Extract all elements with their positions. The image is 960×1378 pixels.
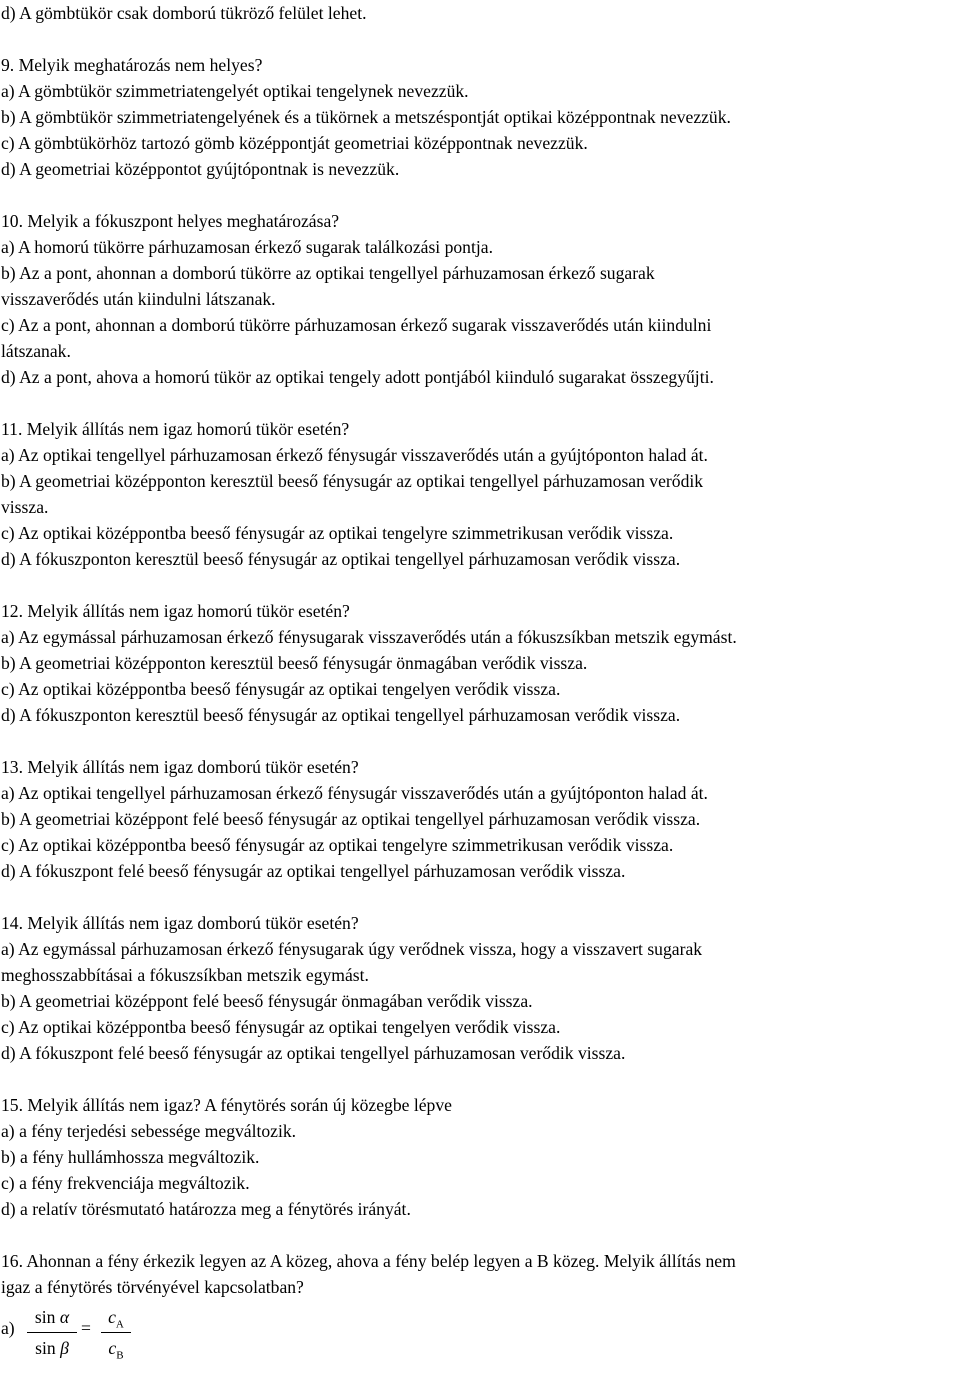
text-line-q13c: c) Az optikai középpontba beeső fénysugár az optikai tengelyre szimmetrikusan verődik vissza. xyxy=(1,835,674,855)
text-line-q10c2: látszanak. xyxy=(1,341,71,361)
text-line-q10: 10. Melyik a fókuszpont helyes meghatározása? xyxy=(1,211,340,231)
beta-symbol: β xyxy=(60,1338,69,1358)
text-line-q14d: d) A fókuszpont felé beeső fénysugár az optikai tengellyel párhuzamosan verődik vissza. xyxy=(1,1043,626,1063)
sin-numerator: sin xyxy=(34,1307,56,1327)
speed-a-subscript: A xyxy=(115,1318,124,1331)
text-line-q15d: d) a relatív törésmutató határozza meg a fénytörés irányát. xyxy=(1,1199,411,1219)
formula-option-label: a) xyxy=(1,1318,15,1338)
text-line-q9: 9. Melyik meghatározás nem helyes? xyxy=(1,55,263,75)
text-line-q14b: b) A geometriai középpont felé beeső fénysugár önmagában verődik vissza. xyxy=(1,991,533,1011)
text-line-q10b2: visszaverődés után kiindulni látszanak. xyxy=(1,289,276,309)
text-line-q14c: c) Az optikai középpontba beeső fénysugár az optikai tengelyen verődik vissza. xyxy=(1,1017,561,1037)
paragraph-gap xyxy=(1,1222,960,1248)
text-line-q10b1: b) Az a pont, ahonnan a domború tükörre az optikai tengellyel párhuzamosan érkező sugarak xyxy=(1,263,655,283)
text-line-q10d: d) Az a pont, ahova a homorú tükör az optikai tengely adott pontjából kiinduló sugarakat összegyűjti. xyxy=(1,367,714,387)
text-line-q10a: a) A homorú tükörre párhuzamosan érkező sugarak találkozási pontja. xyxy=(1,237,493,257)
text-line-q9b: b) A gömbtükör szimmetriatengelyének és a tükörnek a metszéspontját optikai középpontnak nevezzük. xyxy=(1,107,731,127)
paragraph-gap xyxy=(1,728,960,754)
paragraph-gap xyxy=(1,182,960,208)
text-line-q13: 13. Melyik állítás nem igaz domború tükör esetén? xyxy=(1,757,359,777)
paragraph-gap xyxy=(1,884,960,910)
text-line-q13a: a) Az optikai tengellyel párhuzamosan érkező fénysugár visszaverődés után a gyújtóponton halad át. xyxy=(1,783,708,803)
text-line-q13b: b) A geometriai középpont felé beeső fénysugár az optikai tengellyel párhuzamosan verődik vissza. xyxy=(1,809,701,829)
paragraph-gap xyxy=(1,572,960,598)
text-line-q11b1: b) A geometriai középponton keresztül beeső fénysugár az optikai tengellyel párhuzamosan verődik xyxy=(1,471,704,491)
question-text xyxy=(1,0,960,1300)
text-line-q9c: c) A gömbtükörhöz tartozó gömb középpontját geometriai középpontnak nevezzük. xyxy=(1,133,588,153)
text-line-q12b: b) A geometriai középponton keresztül beeső fénysugár önmagában verődik vissza. xyxy=(1,653,588,673)
text-line-q11d: d) A fókuszponton keresztül beeső fénysugár az optikai tengellyel párhuzamosan verődik vissza. xyxy=(1,549,681,569)
text-line-q11: 11. Melyik állítás nem igaz homorú tükör esetén? xyxy=(1,419,350,439)
text-line-q12: 12. Melyik állítás nem igaz homorú tükör esetén? xyxy=(1,601,350,621)
text-line-q14: 14. Melyik állítás nem igaz domború tükör esetén? xyxy=(1,913,359,933)
text-line-q9d: d) A geometriai középpontot gyújtópontnak is nevezzük. xyxy=(1,159,400,179)
text-line-q11a: a) Az optikai tengellyel párhuzamosan érkező fénysugár visszaverődés után a gyújtóponton halad át. xyxy=(1,445,708,465)
text-line-q14a1: a) Az egymással párhuzamosan érkező fénysugarak úgy verődnek vissza, hogy a visszavert sugarak xyxy=(1,939,703,959)
fraction-speed xyxy=(101,1304,131,1361)
text-line-q12d: d) A fókuszponton keresztül beeső fénysugár az optikai tengellyel párhuzamosan verődik vissza. xyxy=(1,705,681,725)
text-line-q11b2: vissza. xyxy=(1,497,49,517)
fraction-bar xyxy=(27,1332,77,1333)
text-line-q15a: a) a fény terjedési sebessége megváltozik. xyxy=(1,1121,297,1141)
speed-b: c xyxy=(108,1338,117,1358)
text-line-q12c: c) Az optikai középpontba beeső fénysugár az optikai tengelyen verődik vissza. xyxy=(1,679,561,699)
text-line-q14a2: meghosszabbításai a fókuszsíkban metszik egymást. xyxy=(1,965,369,985)
text-line-q15: 15. Melyik állítás nem igaz? A fénytörés során új közegbe lépve xyxy=(1,1095,452,1115)
formula-refraction-law xyxy=(1,1304,960,1364)
paragraph-gap xyxy=(1,1066,960,1092)
speed-b-subscript: B xyxy=(116,1349,124,1362)
text-line-q16b: igaz a fénytörés törvényével kapcsolatban? xyxy=(1,1277,304,1297)
text-line-q12a: a) Az egymással párhuzamosan érkező fénysugarak visszaverődés után a fókuszsíkban metszik egymást. xyxy=(1,627,737,647)
speed-a: c xyxy=(108,1307,116,1327)
fraction-bar xyxy=(101,1332,131,1333)
paragraph-gap xyxy=(1,390,960,416)
text-line-q15c: c) a fény frekvenciája megváltozik. xyxy=(1,1173,250,1193)
text-line-q15b: b) a fény hullámhossza megváltozik. xyxy=(1,1147,260,1167)
equals-sign: = xyxy=(81,1318,91,1338)
text-line-q10c1: c) Az a pont, ahonnan a domború tükörre párhuzamosan érkező sugarak visszaverődés után kiindulni xyxy=(1,315,712,335)
paragraph-gap xyxy=(1,26,960,52)
sin-denominator: sin xyxy=(35,1338,56,1358)
alpha-symbol: α xyxy=(59,1307,70,1327)
text-line-q13d: d) A fókuszpont felé beeső fénysugár az optikai tengellyel párhuzamosan verődik vissza. xyxy=(1,861,626,881)
text-line-q11c: c) Az optikai középpontba beeső fénysugár az optikai tengelyre szimmetrikusan verődik vissza. xyxy=(1,523,674,543)
text-line-q16a: 16. Ahonnan a fény érkezik legyen az A közeg, ahova a fény belép legyen a B közeg. Melyik állítás nem xyxy=(1,1251,736,1271)
text-line-q8d: d) A gömbtükör csak domború tükröző felület lehet. xyxy=(1,3,367,23)
fraction-sin xyxy=(27,1304,77,1361)
text-line-q9a: a) A gömbtükör szimmetriatengelyét optikai tengelynek nevezzük. xyxy=(1,81,469,101)
